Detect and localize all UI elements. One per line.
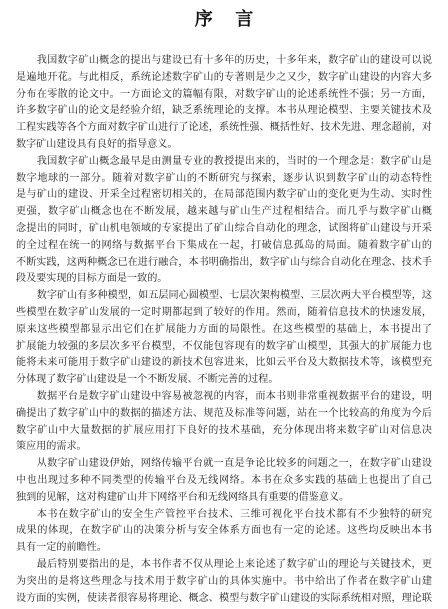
- paragraph: [16, 154, 432, 288]
- text-line: 我国数字矿山概念的提出与建设已有十多年的历史，十多年来，数字矿山的建设可以说: [36, 55, 432, 66]
- text-line: 本书在数字矿山的安全生产管控平台技术、三维可视化平台技术都有不少独特的研究: [36, 508, 432, 520]
- text-line: 最后特别要指出的是，本书作者不仅从理论上来论述了数字矿山的理论与关键技术，更: [36, 558, 432, 570]
- text-line: 中也出现过多种不同类型的传输平台及无线网络。本书在众多实践的基础上也提出了自己: [16, 474, 432, 486]
- text-line: 数据平台是数字矿山建设中容易被忽视的内容，而本书则非常重视数据平台的建设，明: [36, 390, 432, 402]
- text-line: 的全过程在统一的网络与数据平台下集成在一起，打破信息孤岛的局面。随着数字矿山的: [16, 239, 432, 251]
- text-line: 数字矿山中大量数据的扩展应用打下良好的技术基础，充分体现出将来数字矿山对信息决: [16, 424, 432, 436]
- paragraph: [16, 389, 432, 456]
- text-line: 能将未来可能用于数字矿山建设的新技术包容进来，比如云平台及大数据技术等，该模型充: [16, 357, 432, 369]
- text-line: 扩展能力较强的多层次多平台模型，不仅能包容现有的数字矿山模型，其强大的扩展能力也: [16, 340, 432, 352]
- text-line: 些模型在数字矿山发展的一定时期都起到了较好的作用。然而，随着信息技术的快速发展，: [16, 306, 432, 318]
- text-line: 念提出的同时，矿山机电领域的专家提出了矿山综合自动化的理念，试图将矿山建设与开采: [16, 222, 432, 234]
- text-line: 具有一定的前瞻性。: [16, 542, 107, 554]
- paragraph: [16, 288, 432, 389]
- text-line: 我国数字矿山概念最早是由测量专业的教授提出来的，当时的一个理念是：数字矿山是: [36, 155, 432, 167]
- paragraph: [16, 456, 432, 506]
- paragraph: [16, 557, 432, 607]
- paragraph: [16, 507, 432, 557]
- text-line: 工程实践等各个方面对数字矿山进行了论述，系统性强、概括性好、技术先进、理念超前，对: [16, 122, 432, 134]
- text-line: 原来这些模型都显示出它们在扩展能力方面的局限性。在这些模型的基础上，本书提出了: [16, 323, 432, 335]
- text-line: 分体现了数字矿山建设是一个不断发展、不断完善的过程。: [16, 374, 279, 386]
- text-line: 确提出了数字矿山中的数据的描述方法、规范及标准等问题，站在一个比较高的角度为今后: [16, 407, 432, 419]
- text-line: 独到的见解，这对构建矿山井下网络平台和无线网络具有重要的借鉴意义。: [16, 491, 350, 503]
- paragraph: [16, 53, 432, 154]
- text-line: 不断实践，这两种概念已在进行融合，本书明确指出，数字矿山与综合自动化在理念、技术手: [16, 256, 432, 268]
- text-line: 数字矿山有多种模型，如五层同心圆模型、七层次架构模型、三层次两大平台模型等，这: [36, 290, 432, 302]
- text-line: 数字地球的一部分。随着对数字矿山的不断研究与探索，逐步认识到数字矿山的动态特性: [16, 172, 432, 184]
- text-line: 是遍地开花。与此相反，系统论述数字矿山的专著则是少之又少，数字矿山建设的内容大多: [16, 71, 432, 83]
- text-line: 段及要实现的目标方面是一致的。: [16, 273, 168, 285]
- text-line: 为突出的是将这些理念与技术用于数字矿山的具体实施中。书中给出了作者在数字矿山建: [16, 575, 432, 587]
- text-line: 更强，数字矿山概念也在不断发展，越来越与矿山生产过程相结合。而几乎与数字矿山概: [16, 206, 432, 218]
- text-line: 数字矿山建设具有良好的指导意义。: [16, 138, 178, 150]
- preface-body: [16, 53, 432, 609]
- text-line: 从数字矿山建设伊始，网络传输平台就一直是争论比较多的问题之一，在数字矿山建设: [36, 458, 432, 470]
- text-line: 策应用的需求。: [16, 441, 87, 453]
- text-line: 是与矿山的建设、开采全过程密切相关的，在局部范围内数字矿山的变化更为生动、实时性: [16, 189, 432, 201]
- text-line: 设方面的实例，使读者很容易将理论、概念、模型与数字矿山建设的实际系统相对照，理论联: [16, 592, 432, 604]
- text-line: 成果的体现，在数字矿山的决策分析与安全体系方面也有一定的论述。这些均反映出本书: [16, 525, 432, 537]
- page-title: 序 言: [194, 9, 254, 30]
- text-line: 许多数字矿山的论文是经验介绍，缺乏系统理论的支撑。本书从理论模型、主要关键技术及: [16, 105, 432, 117]
- text-line: 分布在零散的论文中。一方面论文的篇幅有限，对数字矿山的论述系统性不强；另一方面，: [16, 88, 432, 100]
